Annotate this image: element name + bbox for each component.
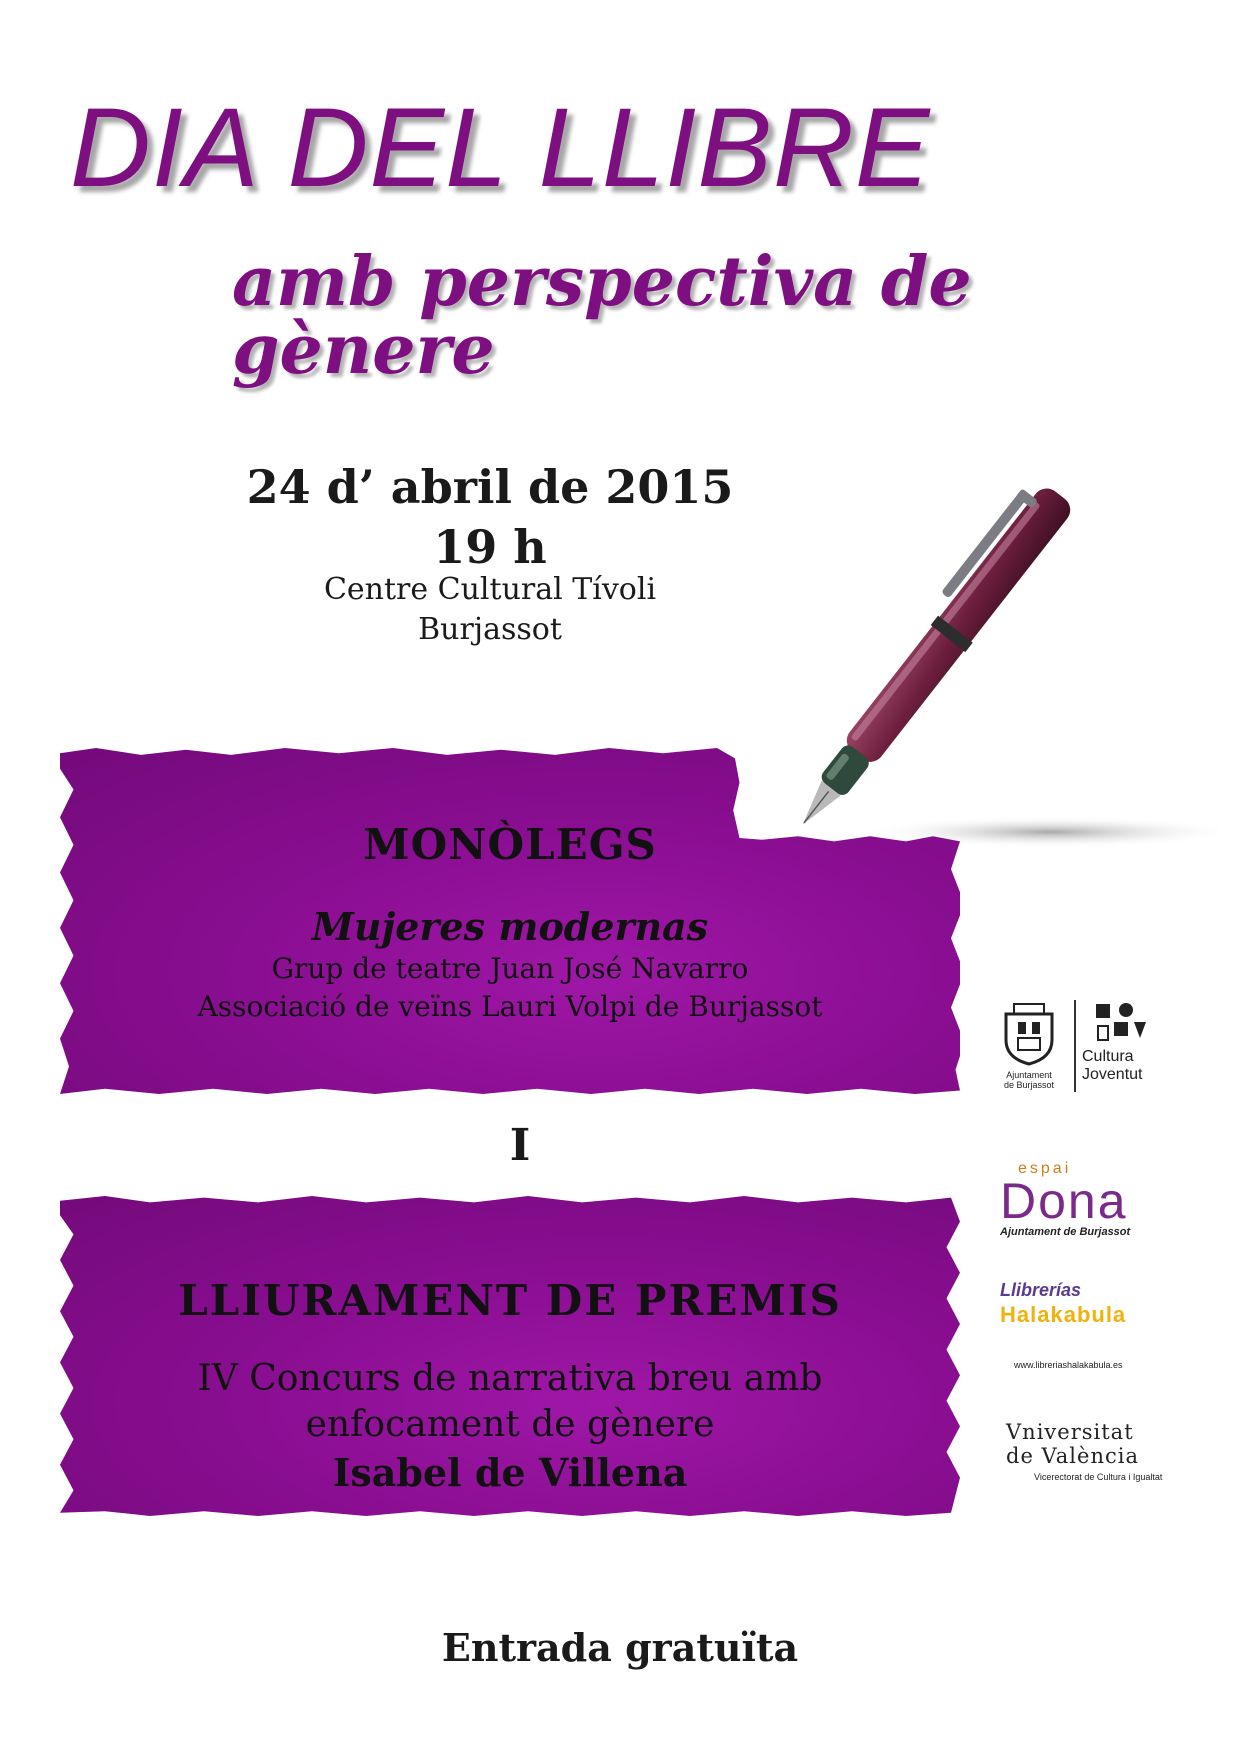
- prize-description-line1: IV Concurs de narrativa breu amb: [197, 1358, 823, 1399]
- fountain-pen-icon: [720, 380, 1220, 860]
- prizes-heading: LLIURAMENT DE PREMIS: [178, 1276, 842, 1325]
- ajuntament-caption-line2: de Burjassot: [1003, 1080, 1055, 1090]
- event-date: 24 d’ abril de 2015: [246, 460, 734, 514]
- universitat-valencia-logo: [1006, 1420, 1186, 1500]
- event-time: 19 h: [433, 520, 547, 574]
- llibreries-logo: [1000, 1280, 1160, 1370]
- monologues-play-title: Mujeres modernas: [311, 904, 709, 949]
- ajuntament-cultura-logo: [996, 1000, 1166, 1100]
- ajuntament-caption-line1: Ajuntament: [1006, 1070, 1052, 1080]
- uv-vicerectorat: Vicerectorat de Cultura i Igualtat: [1034, 1472, 1163, 1482]
- uv-line2: de València: [1006, 1444, 1139, 1468]
- uv-line1: Vniversitat: [1006, 1420, 1134, 1444]
- espai-dona-wordmark: Dona: [1000, 1173, 1128, 1229]
- free-entry-note: Entrada gratuïta: [441, 1625, 799, 1670]
- burjassot-crest-icon: [996, 1000, 1062, 1066]
- logo-divider: [1074, 1000, 1076, 1092]
- conjunction-label: I: [509, 1120, 531, 1171]
- prize-description-line2: enfocament de gènere: [305, 1404, 715, 1445]
- monologues-heading: MONÒLEGS: [363, 820, 657, 869]
- llibreries-name: Halakabula: [1000, 1302, 1127, 1327]
- espai-dona-caption: Ajuntament de Burjassot: [1000, 1226, 1131, 1238]
- llibreries-url: www.libreriashalakabula.es: [1014, 1360, 1123, 1370]
- llibreries-word: Llibrerías: [1000, 1280, 1082, 1300]
- monologues-association: Associació de veïns Lauri Volpi de Burjassot: [197, 990, 823, 1023]
- espai-dona-small-label: espai: [1018, 1160, 1072, 1177]
- joventut-label: Joventut: [1082, 1066, 1143, 1083]
- cultura-label: Cultura: [1082, 1048, 1134, 1065]
- page-subtitle: amb perspectiva de gènere: [232, 242, 972, 390]
- cultura-joventut-icon: [1092, 1000, 1148, 1046]
- espai-dona-logo: [1000, 1160, 1170, 1240]
- event-town: Burjassot: [418, 612, 562, 647]
- event-venue: Centre Cultural Tívoli: [323, 572, 657, 607]
- page-title: DIA DEL LLIBRE: [70, 85, 931, 210]
- monologues-theatre-group: Grup de teatre Juan José Navarro: [271, 952, 749, 985]
- prize-name: Isabel de Villena: [332, 1450, 688, 1495]
